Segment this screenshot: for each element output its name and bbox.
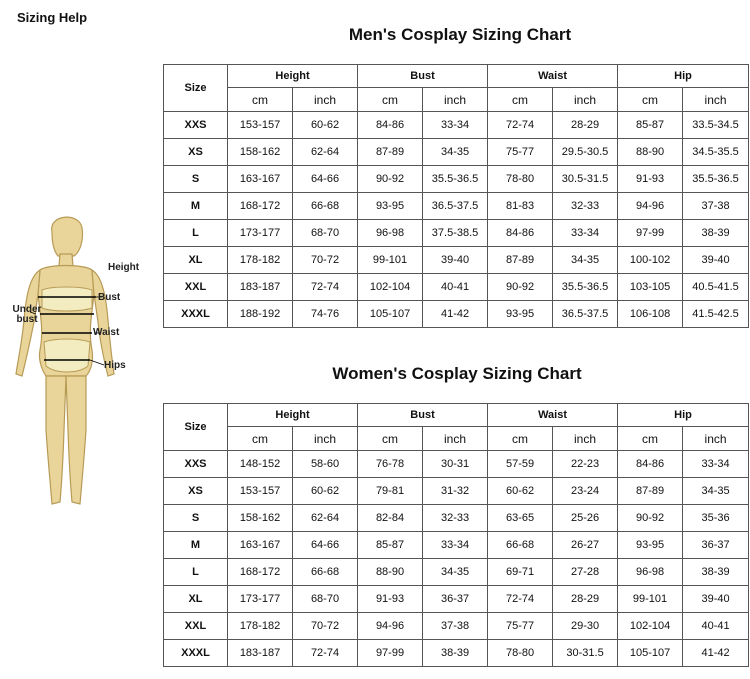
measurement-cell: 102-104	[618, 613, 683, 640]
measurement-cell: 34.5-35.5	[683, 139, 749, 166]
unit-header: inch	[553, 427, 618, 451]
measurement-cell: 93-95	[358, 193, 423, 220]
measurement-cell: 90-92	[488, 274, 553, 301]
measurement-cell: 33-34	[683, 451, 749, 478]
unit-header: cm	[618, 427, 683, 451]
table-row	[164, 166, 749, 193]
measurement-cell: 25-26	[553, 505, 618, 532]
measurement-cell: 36.5-37.5	[553, 301, 618, 328]
measurement-cell: 91-93	[358, 586, 423, 613]
measurement-cell: 99-101	[618, 586, 683, 613]
measurement-cell: 94-96	[618, 193, 683, 220]
unit-header: cm	[488, 88, 553, 112]
measurement-cell: 97-99	[618, 220, 683, 247]
measurement-cell: 99-101	[358, 247, 423, 274]
measurement-cell: 38-39	[683, 559, 749, 586]
measurement-cell: 70-72	[293, 247, 358, 274]
waist-label: Waist	[93, 327, 120, 338]
size-cell: XXXL	[164, 640, 228, 667]
table-row	[164, 220, 749, 247]
body-silhouette-illustration	[0, 210, 160, 520]
measurement-cell: 33-34	[423, 532, 488, 559]
unit-header: cm	[358, 427, 423, 451]
size-cell: XXL	[164, 613, 228, 640]
measurement-cell: 57-59	[488, 451, 553, 478]
measurement-cell: 97-99	[358, 640, 423, 667]
measurement-cell: 37.5-38.5	[423, 220, 488, 247]
measurement-cell: 72-74	[488, 586, 553, 613]
measurement-cell: 148-152	[228, 451, 293, 478]
measurement-cell: 60-62	[293, 478, 358, 505]
hip-group-header: Hip	[618, 65, 749, 88]
measurement-cell: 64-66	[293, 532, 358, 559]
measurement-cell: 84-86	[358, 112, 423, 139]
height-label: Height	[108, 262, 140, 273]
measurement-cell: 39-40	[683, 247, 749, 274]
measurement-cell: 168-172	[228, 559, 293, 586]
measurement-cell: 78-80	[488, 640, 553, 667]
size-cell: XL	[164, 586, 228, 613]
measurement-cell: 29.5-30.5	[553, 139, 618, 166]
table-row	[164, 274, 749, 301]
measurement-cell: 30-31	[423, 451, 488, 478]
bust-group-header: Bust	[358, 65, 488, 88]
measurement-cell: 72-74	[293, 274, 358, 301]
measurement-cell: 88-90	[618, 139, 683, 166]
measurement-cell: 91-93	[618, 166, 683, 193]
measurement-cell: 62-64	[293, 505, 358, 532]
waist-group-header: Waist	[488, 404, 618, 427]
unit-header: cm	[488, 427, 553, 451]
measurement-cell: 40.5-41.5	[683, 274, 749, 301]
unit-header-row	[164, 427, 749, 451]
measurement-cell: 63-65	[488, 505, 553, 532]
size-cell: L	[164, 220, 228, 247]
table-row	[164, 451, 749, 478]
measurement-cell: 37-38	[683, 193, 749, 220]
measurement-cell: 30-31.5	[553, 640, 618, 667]
measurement-cell: 183-187	[228, 640, 293, 667]
measurement-cell: 35.5-36.5	[683, 166, 749, 193]
unit-header: cm	[228, 88, 293, 112]
measurement-cell: 69-71	[488, 559, 553, 586]
measurement-cell: 27-28	[553, 559, 618, 586]
size-cell: S	[164, 166, 228, 193]
unit-header: inch	[293, 427, 358, 451]
measurement-cell: 173-177	[228, 586, 293, 613]
measurement-cell: 38-39	[423, 640, 488, 667]
measurement-cell: 28-29	[553, 112, 618, 139]
measurement-cell: 85-87	[618, 112, 683, 139]
table-row	[164, 139, 749, 166]
measurement-cell: 74-76	[293, 301, 358, 328]
measurement-cell: 75-77	[488, 139, 553, 166]
measurement-cell: 39-40	[683, 586, 749, 613]
unit-header: cm	[618, 88, 683, 112]
measurement-cell: 41-42	[683, 640, 749, 667]
measurement-cell: 39-40	[423, 247, 488, 274]
size-header: Size	[164, 404, 228, 451]
size-cell: L	[164, 559, 228, 586]
measurement-cell: 100-102	[618, 247, 683, 274]
unit-header: cm	[228, 427, 293, 451]
measurement-cell: 178-182	[228, 613, 293, 640]
measurement-cell: 84-86	[618, 451, 683, 478]
measurement-cell: 60-62	[488, 478, 553, 505]
unit-header: inch	[423, 88, 488, 112]
measurement-cell: 30.5-31.5	[553, 166, 618, 193]
measurement-cell: 82-84	[358, 505, 423, 532]
table-row	[164, 112, 749, 139]
measurement-cell: 41.5-42.5	[683, 301, 749, 328]
men-sizing-table	[163, 64, 749, 328]
women-chart-title: Women's Cosplay Sizing Chart	[332, 364, 582, 383]
table-row	[164, 193, 749, 220]
measurement-cell: 38-39	[683, 220, 749, 247]
measurement-cell: 90-92	[358, 166, 423, 193]
women-sizing-table	[163, 403, 749, 667]
size-cell: XXXL	[164, 301, 228, 328]
women-table-body	[164, 451, 749, 667]
measurement-cell: 40-41	[683, 613, 749, 640]
measurement-cell: 32-33	[553, 193, 618, 220]
measurement-cell: 84-86	[488, 220, 553, 247]
size-cell: XXS	[164, 112, 228, 139]
measurement-cell: 88-90	[358, 559, 423, 586]
measurement-cell: 94-96	[358, 613, 423, 640]
measurement-cell: 68-70	[293, 586, 358, 613]
measurement-cell: 87-89	[488, 247, 553, 274]
measurement-cell: 36-37	[423, 586, 488, 613]
measurement-cell: 105-107	[618, 640, 683, 667]
measurement-cell: 33-34	[553, 220, 618, 247]
sizing-help-heading: Sizing Help	[17, 10, 88, 25]
unit-header: cm	[358, 88, 423, 112]
measurement-cell: 158-162	[228, 139, 293, 166]
measurement-cell: 81-83	[488, 193, 553, 220]
measurement-cell: 58-60	[293, 451, 358, 478]
measurement-cell: 153-157	[228, 478, 293, 505]
unit-header: inch	[683, 88, 749, 112]
measurement-cell: 78-80	[488, 166, 553, 193]
size-cell: XL	[164, 247, 228, 274]
table-row	[164, 247, 749, 274]
size-cell: XXL	[164, 274, 228, 301]
size-cell: XS	[164, 139, 228, 166]
table-row	[164, 505, 749, 532]
measurement-cell: 22-23	[553, 451, 618, 478]
measurement-cell: 34-35	[423, 559, 488, 586]
measurement-cell: 87-89	[618, 478, 683, 505]
measurement-cell: 75-77	[488, 613, 553, 640]
measurement-cell: 106-108	[618, 301, 683, 328]
table-row	[164, 532, 749, 559]
height-group-header: Height	[228, 404, 358, 427]
measurement-cell: 76-78	[358, 451, 423, 478]
under-bust-label: Under bust	[12, 304, 42, 325]
measurement-cell: 62-64	[293, 139, 358, 166]
measurement-cell: 93-95	[488, 301, 553, 328]
hip-group-header: Hip	[618, 404, 749, 427]
height-group-header: Height	[228, 65, 358, 88]
measurement-cell: 93-95	[618, 532, 683, 559]
size-cell: XS	[164, 478, 228, 505]
measurement-cell: 72-74	[488, 112, 553, 139]
measurement-cell: 41-42	[423, 301, 488, 328]
measurement-cell: 28-29	[553, 586, 618, 613]
measurement-cell: 36.5-37.5	[423, 193, 488, 220]
measurement-cell: 31-32	[423, 478, 488, 505]
measurement-cell: 35.5-36.5	[423, 166, 488, 193]
measurement-cell: 173-177	[228, 220, 293, 247]
measurement-cell: 105-107	[358, 301, 423, 328]
measurement-cell: 66-68	[293, 559, 358, 586]
waist-group-header: Waist	[488, 65, 618, 88]
measurement-cell: 40-41	[423, 274, 488, 301]
measurement-cell: 96-98	[358, 220, 423, 247]
size-cell: M	[164, 532, 228, 559]
measurement-cell: 158-162	[228, 505, 293, 532]
men-table-body	[164, 112, 749, 328]
measurement-cell: 70-72	[293, 613, 358, 640]
unit-header: inch	[293, 88, 358, 112]
measurement-cell: 90-92	[618, 505, 683, 532]
measurement-cell: 64-66	[293, 166, 358, 193]
measurement-cell: 33.5-34.5	[683, 112, 749, 139]
size-cell: S	[164, 505, 228, 532]
measurement-cell: 87-89	[358, 139, 423, 166]
measurement-cell: 26-27	[553, 532, 618, 559]
measurement-cell: 183-187	[228, 274, 293, 301]
measurement-cell: 33-34	[423, 112, 488, 139]
measurement-cell: 37-38	[423, 613, 488, 640]
table-row	[164, 301, 749, 328]
measurement-cell: 163-167	[228, 166, 293, 193]
men-chart-title: Men's Cosplay Sizing Chart	[348, 25, 572, 44]
measurement-cell: 35-36	[683, 505, 749, 532]
measurement-cell: 34-35	[423, 139, 488, 166]
measurement-cell: 60-62	[293, 112, 358, 139]
measurement-cell: 72-74	[293, 640, 358, 667]
measurement-cell: 79-81	[358, 478, 423, 505]
size-cell: M	[164, 193, 228, 220]
table-row	[164, 478, 749, 505]
unit-header: inch	[683, 427, 749, 451]
size-header: Size	[164, 65, 228, 112]
measurement-cell: 168-172	[228, 193, 293, 220]
measurement-cell: 163-167	[228, 532, 293, 559]
measurement-cell: 29-30	[553, 613, 618, 640]
measurement-cell: 36-37	[683, 532, 749, 559]
bust-group-header: Bust	[358, 404, 488, 427]
table-row	[164, 559, 749, 586]
measurement-cell: 102-104	[358, 274, 423, 301]
measurement-cell: 66-68	[488, 532, 553, 559]
unit-header-row	[164, 88, 749, 112]
unit-header: inch	[423, 427, 488, 451]
table-row	[164, 586, 749, 613]
measurement-cell: 35.5-36.5	[553, 274, 618, 301]
size-cell: XXS	[164, 451, 228, 478]
measurement-cell: 96-98	[618, 559, 683, 586]
hips-label: Hips	[104, 360, 126, 371]
bust-label: Bust	[98, 292, 121, 303]
table-row	[164, 613, 749, 640]
measurement-cell: 188-192	[228, 301, 293, 328]
measurement-cell: 23-24	[553, 478, 618, 505]
measurement-cell: 153-157	[228, 112, 293, 139]
measurement-cell: 68-70	[293, 220, 358, 247]
table-row	[164, 640, 749, 667]
body-measurement-figure	[0, 210, 160, 520]
measurement-cell: 34-35	[553, 247, 618, 274]
measurement-cell: 32-33	[423, 505, 488, 532]
measurement-cell: 66-68	[293, 193, 358, 220]
measurement-cell: 103-105	[618, 274, 683, 301]
measurement-cell: 85-87	[358, 532, 423, 559]
measurement-cell: 34-35	[683, 478, 749, 505]
unit-header: inch	[553, 88, 618, 112]
measurement-cell: 178-182	[228, 247, 293, 274]
